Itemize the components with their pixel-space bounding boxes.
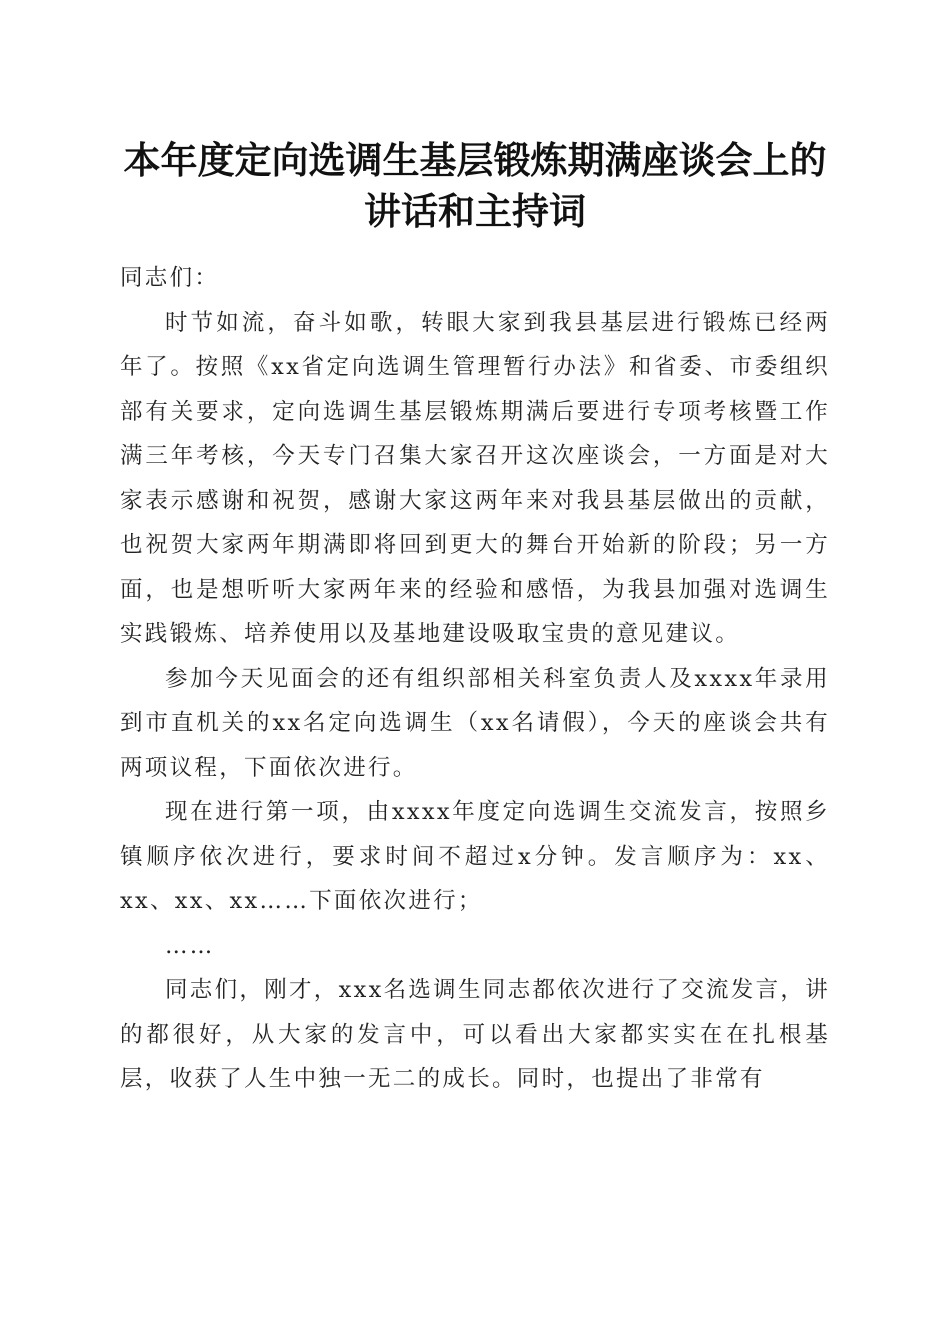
paragraph-agenda-item-one: 现在进行第一项，由xxxx年度定向选调生交流发言，按照乡镇顺序依次进行，要求时间不超过x分钟。发言顺序为：xx、xx、xx、xx……下面依次进行；	[120, 799, 830, 914]
paragraph-attendees: 参加今天见面会的还有组织部相关科室负责人及xxxx年录用到市直机关的xx名定向选调生（xx名请假），今天的座谈会共有两项议程，下面依次进行。	[120, 665, 830, 781]
paragraph-ellipsis: ……	[165, 932, 215, 959]
document-body	[120, 256, 830, 1102]
paragraph-opening: 时节如流，奋斗如歌，转眼大家到我县基层进行锻炼已经两年了。按照《xx省定向选调生管理暂行办法》和省委、市委组织部有关要求，定向选调生基层锻炼期满后要进行专项考核暨工作满三年考核，今天专门召集大家召开这次座谈会，一方面是对大家表示感谢和祝贺，感谢大家这两年来对我县基层做出的贡献，也祝贺大家两年期满即将回到更大的舞台开始新的阶段；另一方面，也是想听听大家两年来的经验和感悟，为我县加强对选调生实践锻炼、培养使用以及基地建设吸取宝贵的意见建议。	[120, 309, 830, 647]
salutation: 同志们：	[120, 265, 220, 291]
document-title: 本年度定向选调生基层锻炼期满座谈会上的讲话和主持词	[123, 138, 827, 233]
paragraph-summary: 同志们，刚才，xxx名选调生同志都依次进行了交流发言，讲的都很好，从大家的发言中，可以看出大家都实实在在扎根基层，收获了人生中独一无二的成长。同时，也提出了非常有	[120, 977, 830, 1092]
